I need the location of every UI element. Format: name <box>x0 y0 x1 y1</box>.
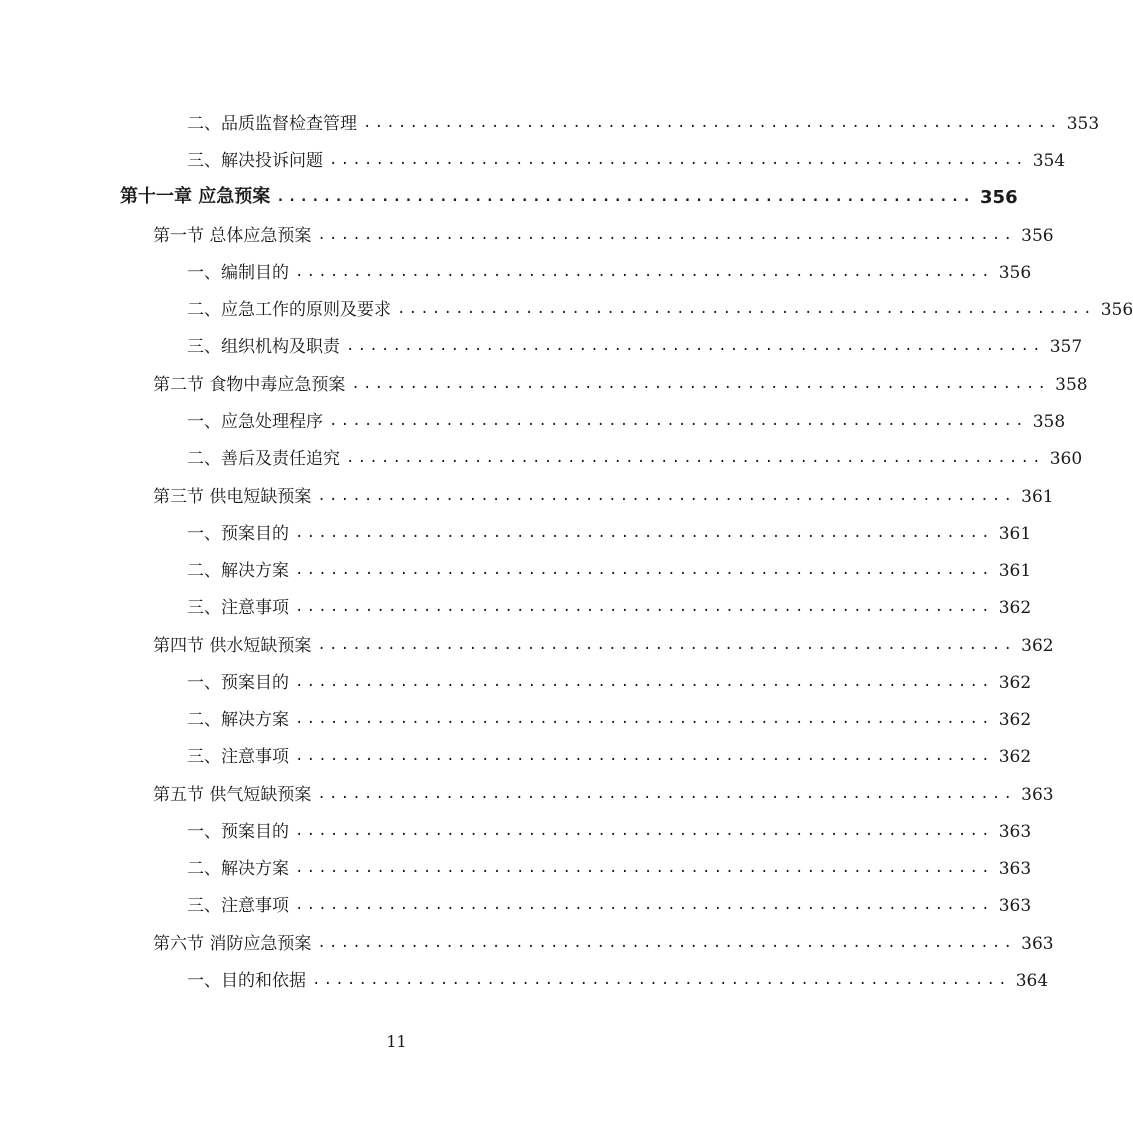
toc-entry-page: 358 <box>1055 375 1088 395</box>
toc-entry-label: 二、解决方案 <box>187 561 289 581</box>
dot-leader: ............................................................ <box>317 488 1016 504</box>
toc-section-entry[interactable] <box>153 775 1054 805</box>
toc-entry-label: 一、预案目的 <box>187 673 289 693</box>
toc-entry[interactable] <box>187 737 1032 767</box>
toc-section-entry[interactable] <box>153 626 1054 656</box>
toc-entry[interactable] <box>187 551 1032 581</box>
toc-entry-page: 363 <box>998 896 1032 916</box>
toc-entry-page: 362 <box>1021 636 1054 656</box>
dot-leader: ............................................................ <box>295 264 993 280</box>
dot-leader: ............................................................ <box>295 823 993 839</box>
toc-entry-label: 三、注意事项 <box>187 747 289 767</box>
toc-entry-page: 357 <box>1049 337 1083 357</box>
dot-leader: ............................................................ <box>329 152 1027 168</box>
toc-entry-label: 第三节 供电短缺预案 <box>153 487 312 507</box>
toc-chapter-entry[interactable] <box>120 178 1018 208</box>
toc-entry-label: 第二节 食物中毒应急预案 <box>153 375 346 395</box>
toc-entry-page: 363 <box>998 859 1032 879</box>
dot-leader: ............................................................ <box>295 860 993 876</box>
dot-leader: ............................................................ <box>346 450 1044 466</box>
toc-entry-page: 361 <box>998 524 1032 544</box>
toc-entry-label: 一、预案目的 <box>187 524 289 544</box>
toc-entry[interactable] <box>187 514 1032 544</box>
toc-entry-page: 354 <box>1032 151 1066 171</box>
toc-section-entry[interactable] <box>153 216 1054 246</box>
toc-entry[interactable] <box>187 290 1133 320</box>
toc-section-entry[interactable] <box>153 924 1054 954</box>
dot-leader: ............................................................ <box>295 674 993 690</box>
dot-leader: ............................................................ <box>329 413 1027 429</box>
toc-entry-label: 一、目的和依据 <box>187 971 306 991</box>
dot-leader: ............................................................ <box>317 786 1016 802</box>
toc-entry-page: 358 <box>1032 412 1066 432</box>
toc-entry-label: 二、应急工作的原则及要求 <box>187 300 391 320</box>
dot-leader: ............................................................ <box>276 189 975 205</box>
toc-entry[interactable] <box>187 253 1032 283</box>
toc-entry-page: 356 <box>1021 226 1054 246</box>
toc-entry-page: 362 <box>998 710 1032 730</box>
page-footer-number: 11 <box>386 1032 407 1051</box>
toc-entry[interactable] <box>187 663 1032 693</box>
dot-leader: ............................................................ <box>317 637 1016 653</box>
toc-entry-label: 一、编制目的 <box>187 263 289 283</box>
toc-entry-page: 353 <box>1066 114 1100 134</box>
toc-entry-page: 356 <box>1100 300 1133 320</box>
dot-leader: ............................................................ <box>295 897 993 913</box>
toc-entry-page: 363 <box>998 822 1032 842</box>
toc-section-entry[interactable] <box>153 477 1054 507</box>
toc-entry-label: 三、注意事项 <box>187 896 289 916</box>
toc-entry-page: 356 <box>980 187 1018 208</box>
toc-entry-label: 三、组织机构及职责 <box>187 337 340 357</box>
toc-entry-page: 362 <box>998 747 1032 767</box>
toc-entry[interactable] <box>187 141 1066 171</box>
dot-leader: ............................................................ <box>317 935 1016 951</box>
dot-leader: ............................................................ <box>397 301 1095 317</box>
dot-leader: ............................................................ <box>295 562 993 578</box>
toc-entry-label: 三、注意事项 <box>187 598 289 618</box>
toc-entry-label: 二、解决方案 <box>187 859 289 879</box>
toc-entry-page: 356 <box>998 263 1032 283</box>
toc-entry-label: 二、善后及责任追究 <box>187 449 340 469</box>
dot-leader: ............................................................ <box>312 972 1010 988</box>
dot-leader: ............................................................ <box>363 115 1061 131</box>
toc-entry[interactable] <box>187 588 1032 618</box>
toc-entry[interactable] <box>187 439 1083 469</box>
toc-entry[interactable] <box>187 849 1032 879</box>
dot-leader: ............................................................ <box>295 711 993 727</box>
toc-entry-label: 一、预案目的 <box>187 822 289 842</box>
toc-entry-page: 361 <box>1021 487 1054 507</box>
toc-entry-label: 第四节 供水短缺预案 <box>153 636 312 656</box>
toc-entry-label: 第一节 总体应急预案 <box>153 226 312 246</box>
toc-entry-label: 一、应急处理程序 <box>187 412 323 432</box>
dot-leader: ............................................................ <box>317 227 1016 243</box>
toc-entry-label: 第六节 消防应急预案 <box>153 934 312 954</box>
toc-entry-label: 三、解决投诉问题 <box>187 151 323 171</box>
toc-entry[interactable] <box>187 402 1066 432</box>
toc-entry[interactable] <box>187 327 1083 357</box>
toc-entry-page: 362 <box>998 598 1032 618</box>
toc-entry[interactable] <box>187 700 1032 730</box>
toc-entry[interactable] <box>187 886 1032 916</box>
toc-entry-label: 第十一章 应急预案 <box>120 186 271 207</box>
toc-entry-page: 360 <box>1049 449 1083 469</box>
dot-leader: ............................................................ <box>295 748 993 764</box>
toc-entry[interactable] <box>187 104 1100 134</box>
toc-entry-label: 二、解决方案 <box>187 710 289 730</box>
toc-entry-page: 361 <box>998 561 1032 581</box>
dot-leader: ............................................................ <box>295 525 993 541</box>
toc-entry-page: 362 <box>998 673 1032 693</box>
toc-entry[interactable] <box>187 961 1049 991</box>
toc-entry-page: 363 <box>1021 785 1054 805</box>
dot-leader: ............................................................ <box>346 338 1044 354</box>
toc-section-entry[interactable] <box>153 365 1088 395</box>
toc-entry-label: 第五节 供气短缺预案 <box>153 785 312 805</box>
dot-leader: ............................................................ <box>295 599 993 615</box>
toc-entry[interactable] <box>187 812 1032 842</box>
toc-entry-page: 363 <box>1021 934 1054 954</box>
toc-entry-page: 364 <box>1015 971 1049 991</box>
toc-entry-label: 二、品质监督检查管理 <box>187 114 357 134</box>
dot-leader: ............................................................ <box>351 376 1050 392</box>
